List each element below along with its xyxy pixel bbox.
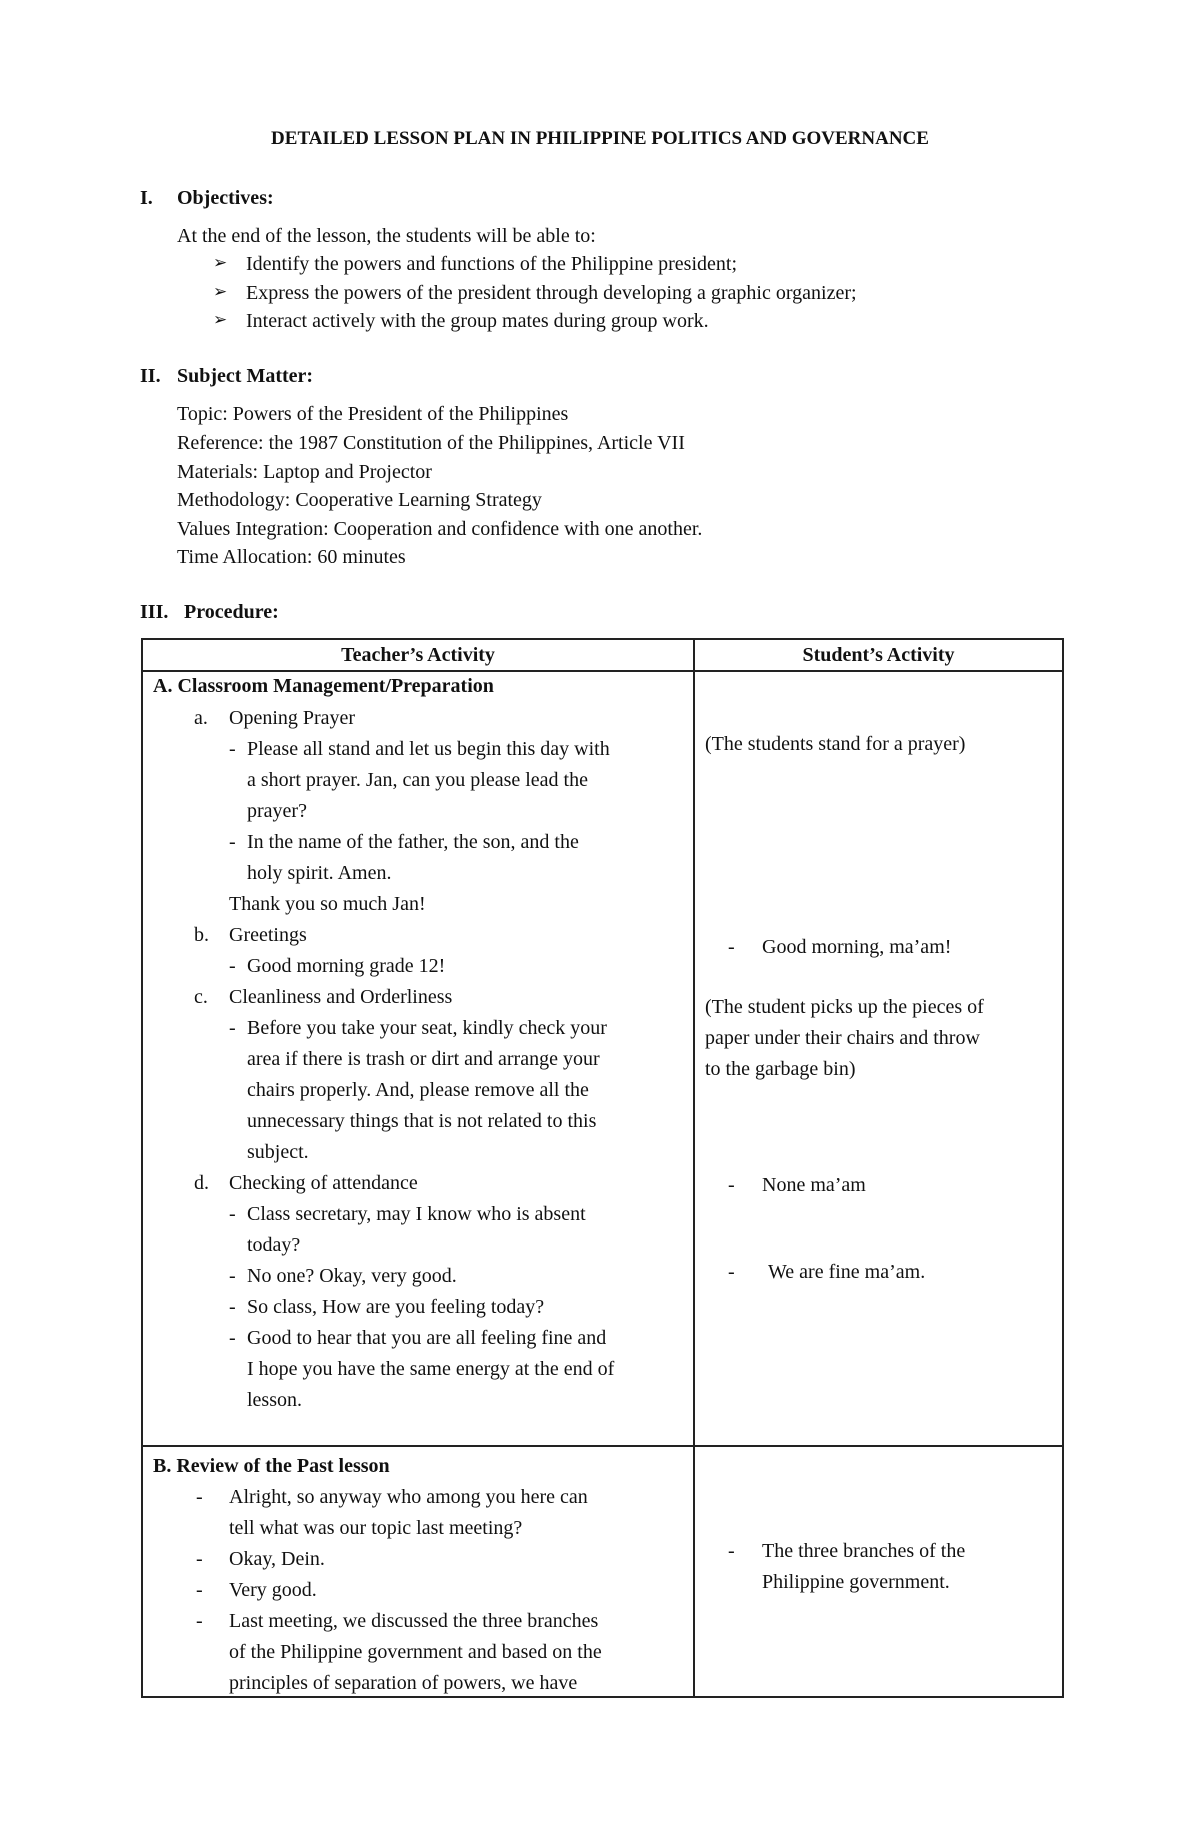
teacher-line: a short prayer. Jan, can you please lead the <box>247 769 588 791</box>
objective-item: Express the powers of the president through developing a graphic organizer; <box>246 282 857 304</box>
dash-marker: - <box>229 738 236 760</box>
teacher-line: principles of separation of powers, we have <box>229 1672 578 1694</box>
objectives-intro: At the end of the lesson, the students will be able to: <box>177 225 596 247</box>
dash-marker: - <box>196 1548 203 1570</box>
list-marker: b. <box>194 924 209 946</box>
student-line: Good morning, ma’am! <box>762 936 952 958</box>
dash-marker: - <box>229 1265 236 1287</box>
teacher-line: Class secretary, may I know who is absent <box>247 1203 586 1225</box>
student-line: to the garbage bin) <box>705 1058 856 1080</box>
student-line: We are fine ma’am. <box>768 1261 926 1283</box>
dash-marker: - <box>196 1486 203 1508</box>
teacher-line: tell what was our topic last meeting? <box>229 1517 523 1539</box>
student-activity-header: Student’s Activity <box>802 644 955 666</box>
objectives-heading: Objectives: <box>177 187 274 209</box>
procedure-number: III. <box>140 601 169 623</box>
table-row-border <box>141 1445 1064 1447</box>
subject-matter-topic: Topic: Powers of the President of the Philippines <box>177 403 569 425</box>
subject-matter-heading: Subject Matter: <box>177 365 314 387</box>
teacher-line: Last meeting, we discussed the three branches <box>229 1610 599 1632</box>
list-marker: d. <box>194 1172 209 1194</box>
subject-matter-materials: Materials: Laptop and Projector <box>177 461 432 483</box>
teacher-line: of the Philippine government and based on the <box>229 1641 602 1663</box>
arrow-bullet-icon: ➢ <box>213 253 228 272</box>
list-marker: c. <box>194 986 208 1008</box>
teacher-line: Please all stand and let us begin this day with <box>247 738 610 760</box>
section-a-heading: A. Classroom Management/Preparation <box>153 675 494 697</box>
student-line: (The student picks up the pieces of <box>705 996 984 1018</box>
student-line: None ma’am <box>762 1174 866 1196</box>
table-right-border <box>1062 638 1064 1698</box>
dash-marker: - <box>728 1261 735 1283</box>
dash-marker: - <box>229 1017 236 1039</box>
objectives-number: I. <box>140 187 153 209</box>
teacher-line: Good morning grade 12! <box>247 955 446 977</box>
table-top-border <box>141 638 1064 640</box>
teacher-line: Before you take your seat, kindly check your <box>247 1017 607 1039</box>
teacher-line: unnecessary things that is not related to this <box>247 1110 597 1132</box>
teacher-line: Opening Prayer <box>229 707 356 729</box>
table-bottom-border <box>141 1696 1064 1698</box>
teacher-line: Okay, Dein. <box>229 1548 325 1570</box>
teacher-line: Alright, so anyway who among you here can <box>229 1486 588 1508</box>
dash-marker: - <box>728 936 735 958</box>
table-header-border <box>141 670 1064 672</box>
teacher-line: lesson. <box>247 1389 302 1411</box>
subject-matter-values: Values Integration: Cooperation and confidence with one another. <box>177 518 703 540</box>
teacher-line: chairs properly. And, please remove all the <box>247 1079 589 1101</box>
dash-marker: - <box>229 831 236 853</box>
subject-matter-time: Time Allocation: 60 minutes <box>177 546 406 568</box>
table-left-border <box>141 638 143 1698</box>
dash-marker: - <box>229 1327 236 1349</box>
subject-matter-methodology: Methodology: Cooperative Learning Strategy <box>177 489 542 511</box>
subject-matter-number: II. <box>140 365 161 387</box>
teacher-line: I hope you have the same energy at the end of <box>247 1358 615 1380</box>
dash-marker: - <box>728 1174 735 1196</box>
teacher-line: Thank you so much Jan! <box>229 893 426 915</box>
objective-item: Identify the powers and functions of the Philippine president; <box>246 253 738 275</box>
teacher-line: Cleanliness and Orderliness <box>229 986 453 1008</box>
teacher-line: In the name of the father, the son, and the <box>247 831 579 853</box>
teacher-line: Checking of attendance <box>229 1172 418 1194</box>
teacher-line: area if there is trash or dirt and arrange your <box>247 1048 600 1070</box>
teacher-line: So class, How are you feeling today? <box>247 1296 545 1318</box>
teacher-line: subject. <box>247 1141 309 1163</box>
teacher-line: Greetings <box>229 924 307 946</box>
objective-item: Interact actively with the group mates during group work. <box>246 310 709 332</box>
student-line: The three branches of the <box>762 1540 966 1562</box>
arrow-bullet-icon: ➢ <box>213 282 228 301</box>
teacher-line: Very good. <box>229 1579 317 1601</box>
document-title: DETAILED LESSON PLAN IN PHILIPPINE POLITICS AND GOVERNANCE <box>271 128 929 149</box>
teacher-line: holy spirit. Amen. <box>247 862 392 884</box>
dash-marker: - <box>196 1610 203 1632</box>
dash-marker: - <box>229 1296 236 1318</box>
teacher-line: No one? Okay, very good. <box>247 1265 457 1287</box>
dash-marker: - <box>728 1540 735 1562</box>
teacher-activity-header: Teacher’s Activity <box>341 644 495 666</box>
list-marker: a. <box>194 707 208 729</box>
dash-marker: - <box>229 955 236 977</box>
student-line: (The students stand for a prayer) <box>705 733 966 755</box>
dash-marker: - <box>196 1579 203 1601</box>
teacher-line: today? <box>247 1234 301 1256</box>
section-b-heading: B. Review of the Past lesson <box>153 1455 390 1477</box>
arrow-bullet-icon: ➢ <box>213 310 228 329</box>
table-column-divider <box>693 638 695 1698</box>
subject-matter-reference: Reference: the 1987 Constitution of the Philippines, Article VII <box>177 432 685 454</box>
student-line: Philippine government. <box>762 1571 950 1593</box>
procedure-heading: Procedure: <box>184 601 279 623</box>
student-line: paper under their chairs and throw <box>705 1027 980 1049</box>
teacher-line: prayer? <box>247 800 307 822</box>
dash-marker: - <box>229 1203 236 1225</box>
teacher-line: Good to hear that you are all feeling fine and <box>247 1327 607 1349</box>
